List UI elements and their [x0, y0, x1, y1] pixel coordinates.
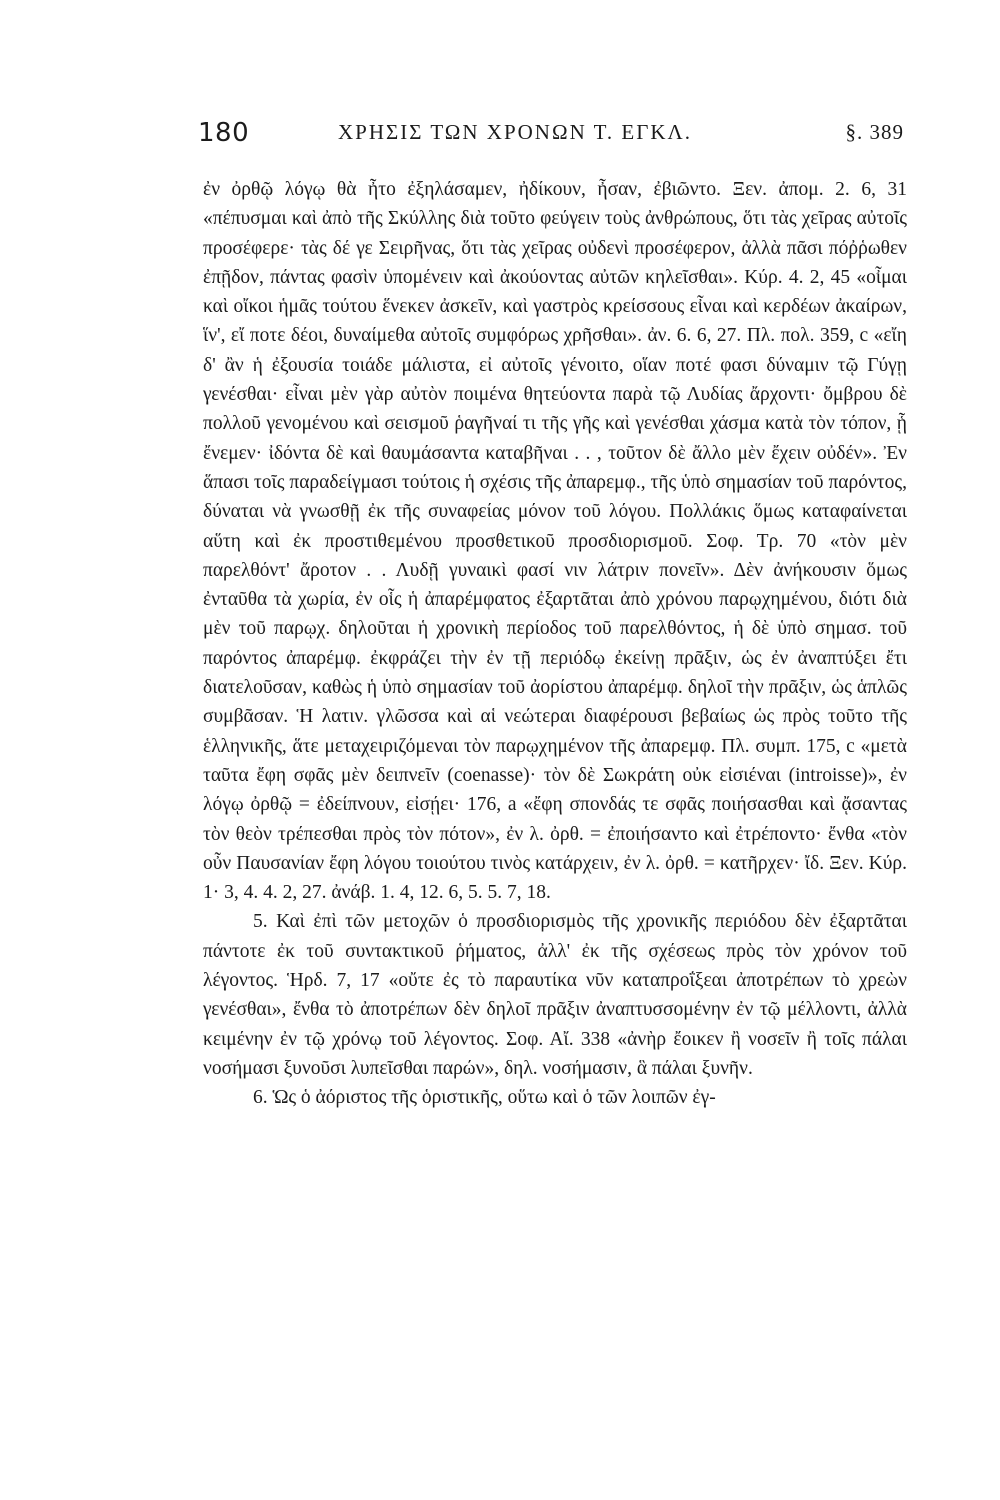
- section-number: §. 389: [845, 120, 904, 144]
- paragraph-6: 6. Ὡς ὁ ἀόριστος τῆς ὁριστικῆς, οὕτω καὶ ὁ τῶν λοιπῶν ἐγ-: [253, 1087, 716, 1109]
- page-header: [198, 118, 904, 158]
- paragraph-5: 5. Καὶ ἐπὶ τῶν μετοχῶν ὁ προσδιορισμὸς τῆς χρονικῆς περιόδου δὲν ἐξαρτᾶται πάντοτε ἐκ τοῦ συντακτικοῦ ῥήματος, ἀλλ' ἐκ τῆς σχέσεως πρὸς τὸν χρόνον τοῦ λέγοντος. Ἡρδ. 7, 17 «οὔτε ἐς τὸ παραυτίκα νῦν καταπροΐξεαι ἀποτρέπων τὸ χρεὼν γενέσθαι», ἔνθα τὸ ἀποτρέπων δὲν δηλοῖ πρᾶξιν ἀναπτυσσομένην ἐν τῷ μέλλοντι, ἀλλὰ κειμένην ἐν τῷ χρόνῳ τοῦ λέγοντος. Σοφ. Αἴ. 338 «ἀνὴρ ἔοικεν ἢ νοσεῖν ἢ τοῖς πάλαι νοσήμασι ξυνοῦσι λυπεῖσθαι παρών», δηλ. νοσήμασιν, ἃ πάλαι ξυνῆν.: [203, 911, 907, 1079]
- page-number: 180: [198, 118, 250, 148]
- running-title: ΧΡΗΣΙΣ ΤΩΝ ΧΡΟΝΩΝ Τ. ΕΓΚΛ.: [338, 120, 692, 144]
- body-text: [203, 175, 907, 1113]
- paragraph-continuation: ἐν ὀρθῷ λόγῳ θὰ ἦτο ἐξηλάσαμεν, ἠδίκουν, ἦσαν, ἐβιῶντο. Ξεν. ἀπομ. 2. 6, 31 «πέπυσμαι καὶ ἀπὸ τῆς Σκύλλης διὰ τοῦτο φεύγειν τοὺς ἀνθρώπους, ὅτι τὰς χεῖρας αὐτοῖς προσέφερε· τὰς δέ γε Σειρῆνας, ὅτι τὰς χεῖρας οὐδενὶ προσέφερον, ἀλλὰ πᾶσι πόῤῥωθεν ἐπῇδον, πάντας φασὶν ὑπομένειν καὶ ἀκούοντας αὐτῶν κηλεῖσθαι». Κύρ. 4. 2, 45 «οἶμαι καὶ οἴκοι ἡμᾶς τούτου ἕνεκεν ἀσκεῖν, καὶ γαστρὸς κρείσσους εἶναι καὶ κερδέων ἀκαίρων, ἵν', εἴ ποτε δέοι, δυναίμεθα αὐτοῖς συμφόρως χρῆσθαι». ἀν. 6. 6, 27. Πλ. πολ. 359, c «εἴη δ' ἂν ἡ ἐξουσία τοιάδε μάλιστα, εἰ αὐτοῖς γένοιτο, οἵαν ποτέ φασι δύναμιν τῷ Γύγῃ γενέσθαι· εἶναι μὲν γὰρ αὐτὸν ποιμένα θητεύοντα παρὰ τῷ Λυδίας ἄρχοντι· ὄμβρου δὲ πολλοῦ γενομένου καὶ σεισμοῦ ῥαγῆναί τι τῆς γῆς καὶ γενέσθαι χάσμα κατὰ τὸν τόπον, ᾗ ἔνεμεν· ἰδόντα δὲ καὶ θαυμάσαντα καταβῆναι . . , τοῦτον δὲ ἄλλο μὲν ἔχειν οὐδέν». Ἐν ἅπασι τοῖς παραδείγμασι τούτοις ἡ σχέσις τῆς ἀπαρεμφ., τῆς ὑπὸ σημασίαν τοῦ παρόντος, δύναται νὰ γνωσθῇ ἐκ τῆς συναφείας μόνον τοῦ λόγου. Πολλάκις ὅμως καταφαίνεται αὕτη καὶ ἐκ προστιθεμένου προσθετικοῦ προσδιορισμοῦ. Σοφ. Τρ. 70 «τὸν μὲν παρελθόντ' ἄροτον . . Λυδῇ γυναικὶ φασί νιν λάτριν πονεῖν». Δὲν ἀνήκουσιν ὅμως ἐνταῦθα τὰ χωρία, ἐν οἷς ἡ ἀπαρέμφατος ἐξαρτᾶται ἀπὸ χρόνου παρῳχημένου, διότι διὰ μὲν τοῦ παρῳχ. δηλοῦται ἡ χρονικὴ περίοδος τοῦ παρελθόντος, ἡ δὲ ὑπὸ σημασ. τοῦ παρόντος ἀπαρέμφ. ἐκφράζει τὴν ἐν τῇ περιόδῳ ἐκείνῃ πρᾶξιν, ὡς ἐν ἀναπτύξει ἔτι διατελοῦσαν, καθὼς ἡ ὑπὸ σημασίαν τοῦ ἀορίστου ἀπαρέμφ. δηλοῖ τὴν πρᾶξιν, ὡς ἁπλῶς συμβᾶσαν. Ἡ λατιν. γλῶσσα καὶ αἱ νεώτεραι διαφέρουσι βεβαίως ὡς πρὸς τοῦτο τῆς ἑλληνικῆς, ἅτε μεταχειριζόμεναι τὸν παρῳχημένον τῆς ἀπαρεμφ. Πλ. συμπ. 175, c «μετὰ ταῦτα ἔφη σφᾶς μὲν δειπνεῖν (coenasse)· τὸν δὲ Σωκράτη οὐκ εἰσιέναι (introisse)», ἐν λόγῳ ὀρθῷ = ἐδείπνουν, εἰσῄει· 176, a «ἔφη σπονδάς τε σφᾶς ποιήσασθαι καὶ ᾄσαντας τὸν θεὸν τρέπεσθαι πρὸς τὸν πότον», ἐν λ. ὀρθ. = ἐποιήσαντο καὶ ἐτρέποντο· ἔνθα «τὸν οὖν Παυσανίαν ἔφη λόγου τοιούτου τινὸς κατάρχειν, ἐν λ. ὀρθ. = κατῆρχεν· ἴδ. Ξεν. Κύρ. 1· 3, 4. 4. 2, 27. ἀνάβ. 1. 4, 12. 6, 5. 5. 7, 18.: [203, 179, 907, 904]
